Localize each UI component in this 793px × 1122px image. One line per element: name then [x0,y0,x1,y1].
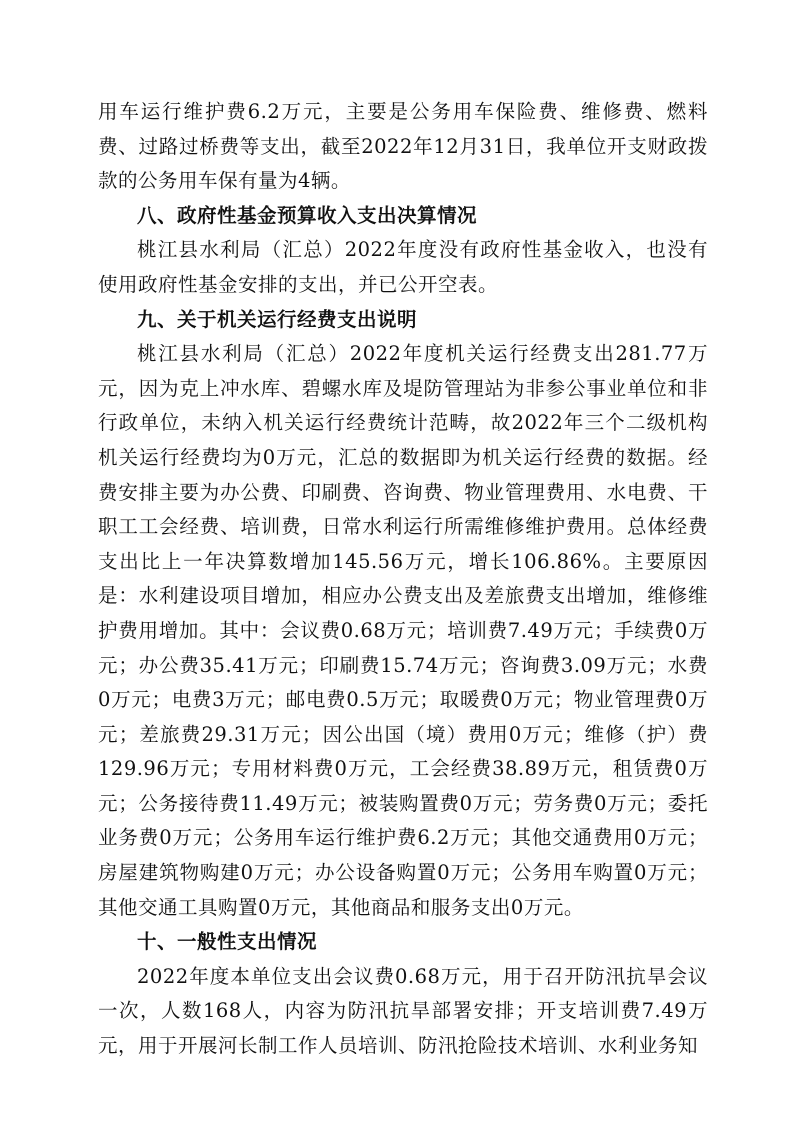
document-body [98,95,708,1064]
section-heading-10: 十、一般性支出情况 [137,930,318,954]
paragraph-continuation: 用车运行维护费6.2万元，主要是公务用车保险费、维修费、燃料费、过路过桥费等支出，截至2022年12月31日，我单位开支财政拨款的公务用车保有量为4辆。 [98,100,708,193]
paragraph-fund-budget: 桃江县水利局（汇总）2022年度没有政府性基金收入，也没有使用政府性基金安排的支出，并已公开空表。 [98,238,708,296]
section-heading-8: 八、政府性基金预算收入支出决算情况 [137,203,478,227]
paragraph-general-expenses: 2022年度本单位支出会议费0.68万元，用于召开防汛抗旱会议一次，人数168人，内容为防汛抗旱部署安排；开支培训费7.49万元，用于开展河长制工作人员培训、防汛抢险技术培训、水利业务知 [98,964,708,1058]
section-heading-9: 九、关于机关运行经费支出说明 [137,307,418,331]
paragraph-operating-expenses: 桃江县水利局（汇总）2022年度机关运行经费支出281.77万元，因为克上冲水库、碧螺水库及堤防管理站为非参公事业单位和非行政单位，未纳入机关运行经费统计范畴，故2022年三个二级机构机关运行经费均为0万元，汇总的数据即为机关运行经费的数据。经费安排主要为办公费、印刷费、咨询费、物业管理费用、水电费、干职工工会经费、培训费，日常水利运行所需维修维护费用。总体经费支出比上一年决算数增加145.56万元，增长106.86%。主要原因是：水利建设项目增加，相应办公费支出及差旅费支出增加，维修维护费用增加。其中：会议费0.68万元；培训费7.49万元；手续费0万元；办公费35.41万元；印刷费15.74万元；咨询费3.09万元；水费0万元；电费3万元；邮电费0.5万元；取暖费0万元；物业管理费0万元；差旅费29.31万元；因公出国（境）费用0万元；维修（护）费129.96万元；专用材料费0万元，工会经费38.89万元，租赁费0万元；公务接待费11.49万元；被装购置费0万元；劳务费0万元；委托业务费0万元；公务用车运行维护费6.2万元；其他交通费用0万元；房屋建筑物购建0万元；办公设备购置0万元；公务用车购置0万元；其他交通工具购置0万元，其他商品和服务支出0万元。 [98,342,708,919]
